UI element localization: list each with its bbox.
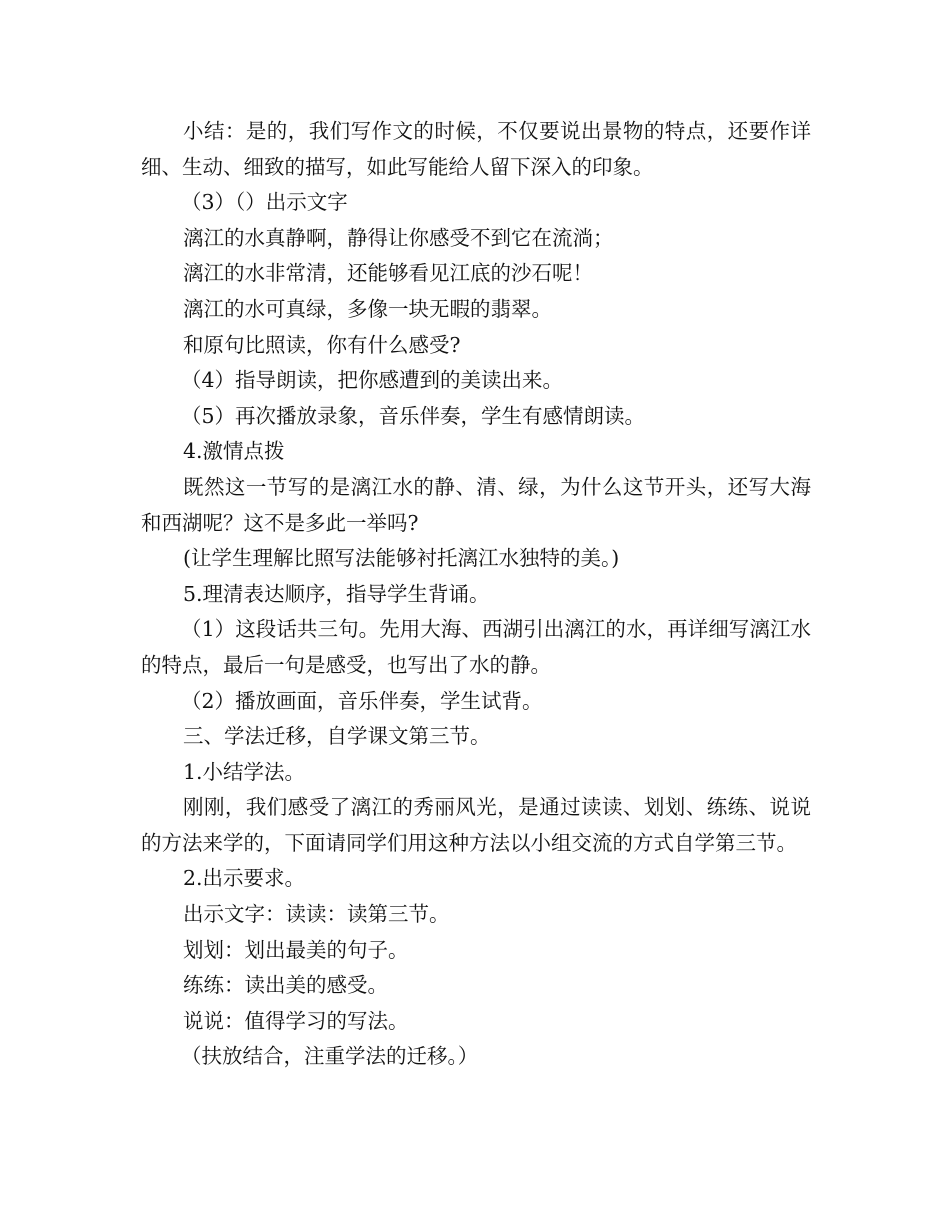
paragraph-step-3: （3）（）出示文字 (181, 190, 348, 215)
paragraph-quote-quiet: 漓江的水真静啊，静得让你感受不到它在流淌； (183, 225, 614, 250)
paragraph-order-2: （2）播放画面，音乐伴奏，学生试背。 (181, 688, 543, 713)
paragraph-req-say: 说说：值得学习的写法。 (183, 1008, 409, 1033)
paragraph-question: 既然这一节写的是漓江水的静、清、绿，为什么这节开头，还写大海和西湖呢？这不是多此一举吗? (141, 474, 811, 535)
paragraph-req-mark: 划划：划出最美的句子。 (183, 937, 409, 962)
document-body (141, 114, 811, 1075)
paragraph-step-4: （4）指导朗读，把你感遭到的美读出来。 (181, 368, 564, 393)
paragraph-method-2: 2.出示要求。 (183, 866, 306, 891)
paragraph-heading-4: 4.激情点拨 (183, 439, 285, 464)
paragraph-note-contrast: (让学生理解比照写法能够衬托漓江水独特的美。) (183, 546, 620, 571)
paragraph-step-5: （5）再次播放录象，音乐伴奏，学生有感情朗读。 (181, 403, 646, 428)
paragraph-req-read: 出示文字：读读：读第三节。 (183, 902, 450, 927)
paragraph-note-transfer: （扶放结合，注重学法的迁移。） (181, 1044, 479, 1069)
paragraph-summary: 小结：是的，我们写作文的时候，不仅要说出景物的特点，还要作详细、生动、细致的描写，如此写能给人留下深入的印象。 (141, 119, 811, 179)
paragraph-req-practice: 练练：读出美的感受。 (183, 973, 388, 998)
paragraph-order-1: （1）这段话共三句。先用大海、西湖引出漓江的水，再详细写漓江水的特点，最后一句是感受，也写出了水的静。 (141, 617, 811, 677)
paragraph-method-text: 刚刚，我们感受了漓江的秀丽风光，是通过读读、划划、练练、说说的方法来学的，下面请同学们用这种方法以小组交流的方式自学第三节。 (141, 795, 811, 855)
paragraph-heading-5: 5.理清表达顺序，指导学生背诵。 (183, 581, 490, 606)
paragraph-quote-green: 漓江的水可真绿，多像一块无暇的翡翠。 (183, 296, 552, 321)
paragraph-method-1: 1.小结学法。 (183, 759, 306, 784)
paragraph-quote-clear: 漓江的水非常清，还能够看见江底的沙石呢！ (183, 261, 593, 286)
paragraph-section-3: 三、学法迁移，自学课文第三节。 (183, 724, 491, 749)
paragraph-compare: 和原句比照读，你有什么感受? (183, 332, 461, 357)
